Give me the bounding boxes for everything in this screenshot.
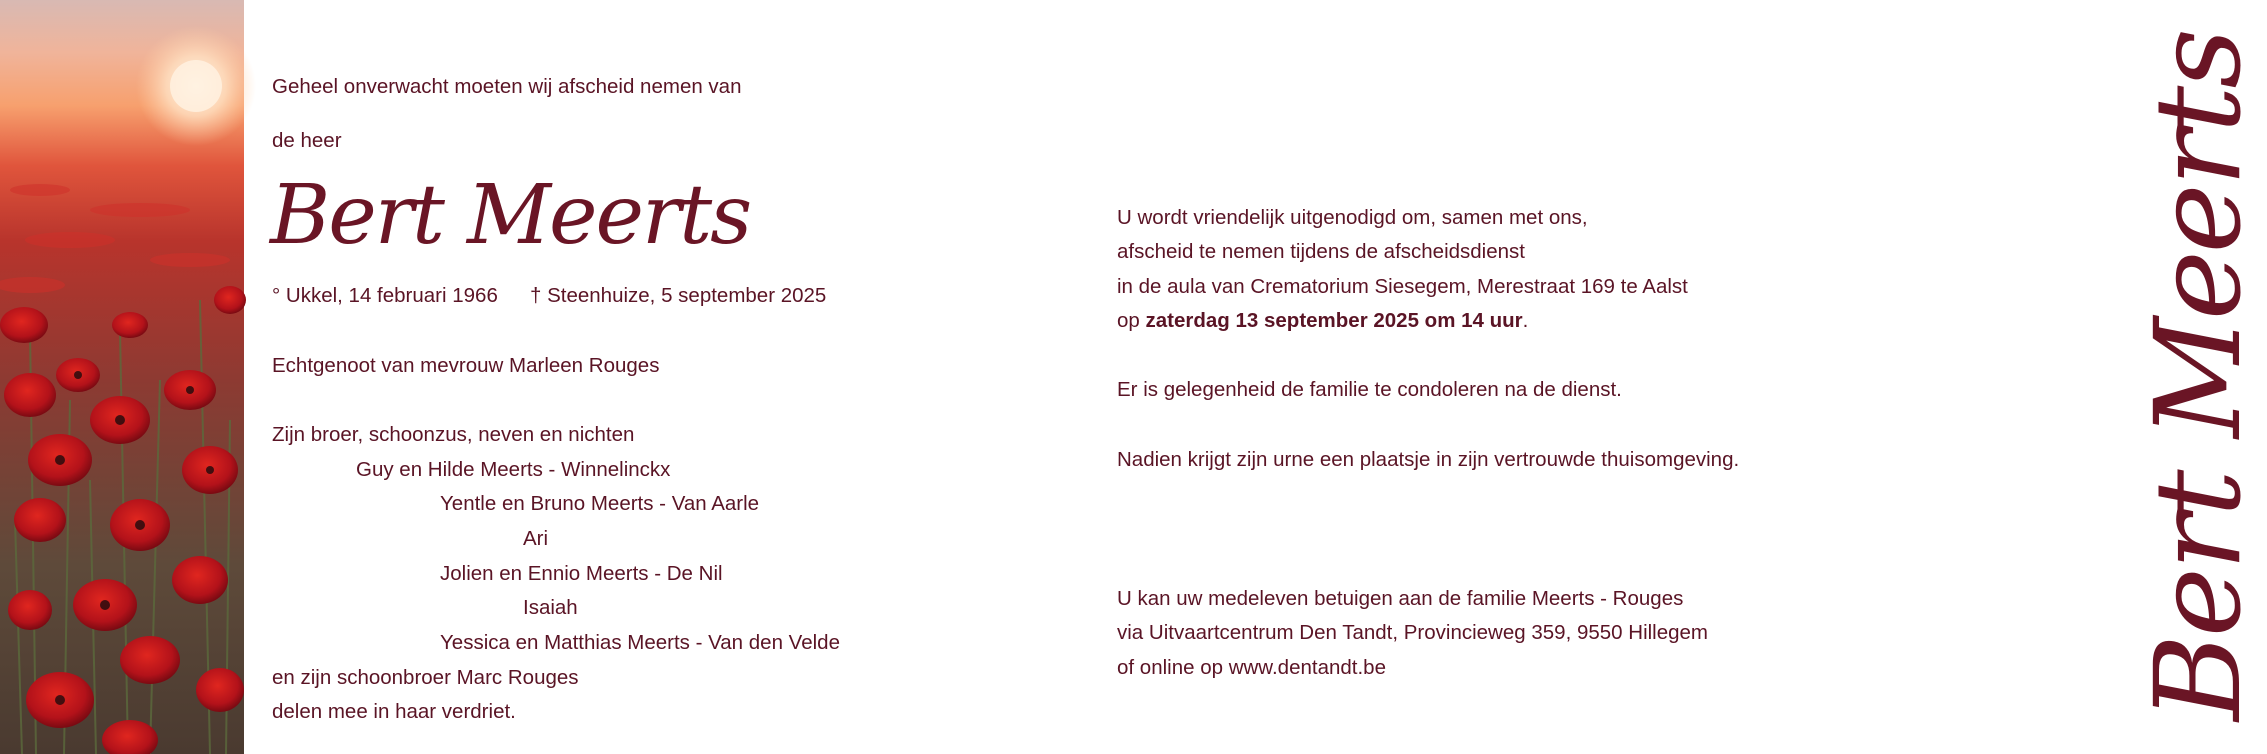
invite-prefix: op — [1117, 309, 1146, 332]
invite-line-3: in de aula van Crematorium Siesegem, Merestraat 169 te Aalst — [1117, 275, 1688, 298]
family-member: Yentle en Bruno Meerts - Van Aarle — [440, 492, 760, 515]
invite-line-1: U wordt vriendelijk uitgenodigd om, samen met ons, — [1117, 206, 1588, 229]
family-member: Guy en Hilde Meerts - Winnelinckx — [356, 458, 671, 481]
family-member: Ari — [523, 527, 549, 550]
family-intro: Zijn broer, schoonzus, neven en nichten — [272, 423, 635, 446]
sympathy-line-1: U kan uw medeleven betuigen aan de familie Meerts - Rouges — [1117, 587, 1684, 610]
deceased-name-script: Bert Meerts — [270, 168, 751, 263]
family-member: Jolien en Ennio Meerts - De Nil — [440, 562, 723, 585]
invite-line-2: afscheid te nemen tijdens de afscheidsdienst — [1117, 240, 1525, 263]
poppy-field-photo — [0, 0, 244, 754]
condolence-text: Er is gelegenheid de familie te condoleren na de dienst. — [1117, 378, 1622, 401]
salutation-text: de heer — [272, 129, 342, 152]
sympathy-line-3: of online op www.dentandt.be — [1117, 656, 1386, 679]
family-member: Yessica en Matthias Meerts - Van den Velde — [440, 631, 840, 654]
service-date: zaterdag 13 september 2025 om 14 uur — [1145, 309, 1523, 332]
closing-text: delen mee in haar verdriet. — [272, 700, 516, 723]
intro-text: Geheel onverwacht moeten wij afscheid nemen van — [272, 75, 742, 98]
sympathy-line-2: via Uitvaartcentrum Den Tandt, Provincieweg 359, 9550 Hillegem — [1117, 621, 1709, 644]
urn-text: Nadien krijgt zijn urne een plaatsje in zijn vertrouwde thuisomgeving. — [1117, 448, 1740, 471]
death-date: † Steenhuize, 5 september 2025 — [530, 284, 827, 307]
birth-date: ° Ukkel, 14 februari 1966 — [272, 284, 498, 307]
invite-line-4 — [1117, 309, 1528, 333]
family-member: Isaiah — [523, 596, 578, 619]
spouse-text: Echtgenoot van mevrouw Marleen Rouges — [272, 354, 660, 377]
brother-in-law-text: en zijn schoonbroer Marc Rouges — [272, 666, 579, 689]
vertical-name-script: Bert Meerts — [2129, 31, 2267, 721]
invite-suffix: . — [1522, 309, 1529, 332]
